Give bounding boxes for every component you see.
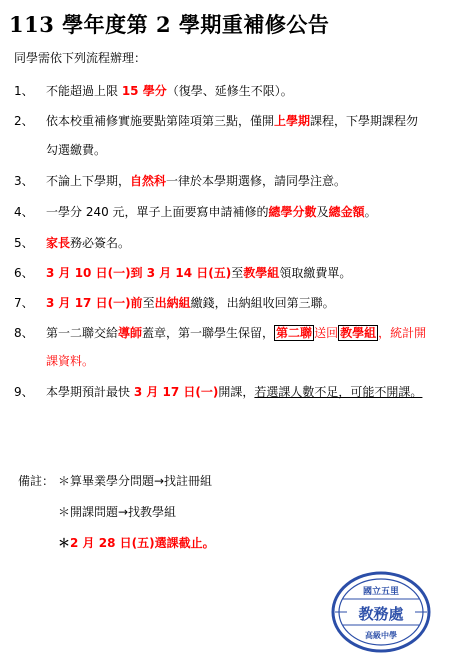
stamp-bottom-text: 高級中學: [365, 631, 397, 640]
item-number: 4、: [14, 205, 34, 219]
item-number: 7、: [14, 296, 34, 310]
note-2: ＊開課問題→找教學組: [58, 505, 177, 519]
notes-label: 備註：: [18, 474, 55, 488]
note-1: ＊算畢業學分問題→找註冊組: [58, 474, 213, 488]
stamp-middle-text: 教務處: [358, 605, 404, 623]
item-text: 不論上下學期，自然科一律於本學期選修，請同學注意。: [46, 174, 347, 188]
intro-text: 同學需依下列流程辦理：: [14, 51, 147, 65]
item-number: 2、: [14, 114, 34, 128]
item-text: 3 月 10 日(一)到 3 月 14 日(五)至教學組領取繳費單。: [46, 266, 352, 280]
stamp-top-text: 國立五里: [362, 587, 400, 597]
item-number: 6、: [14, 266, 34, 280]
item-number: 1、: [14, 84, 34, 98]
note-3: ＊2 月 28 日(五)選課截止。: [58, 536, 215, 550]
item-text: 依本校重補修實施要點第陸項第三點，僅開上學期課程，下學期課程勿: [46, 114, 419, 128]
item-number: 9、: [14, 385, 34, 399]
item-number: 8、: [14, 326, 34, 340]
item-text: 一學分 240 元，單子上面要寫申請補修的總學分數及總金額。: [46, 205, 377, 219]
page-title: 113 學年度第 2 學期重補修公告: [9, 12, 330, 37]
item-text: 第一二聯交給導師蓋章，第一聯學生保留， 第二聯 送回 教學組 ，統計開: [46, 326, 427, 340]
item-number: 5、: [14, 236, 34, 250]
item-text: 本學期預計最快 3 月 17 日(一)開課，若選課人數不足，可能不開課。: [46, 385, 423, 399]
item-text: 不能超過上限 15 學分（復學、延修生不限）。: [46, 84, 293, 98]
item-text: 家長務必簽名。: [46, 236, 131, 250]
school-seal-stamp: [331, 571, 431, 653]
item-text: 3 月 17 日(一)前至出納組繳錢，出納組收回第三聯。: [46, 296, 335, 310]
item-number: 3、: [14, 174, 34, 188]
